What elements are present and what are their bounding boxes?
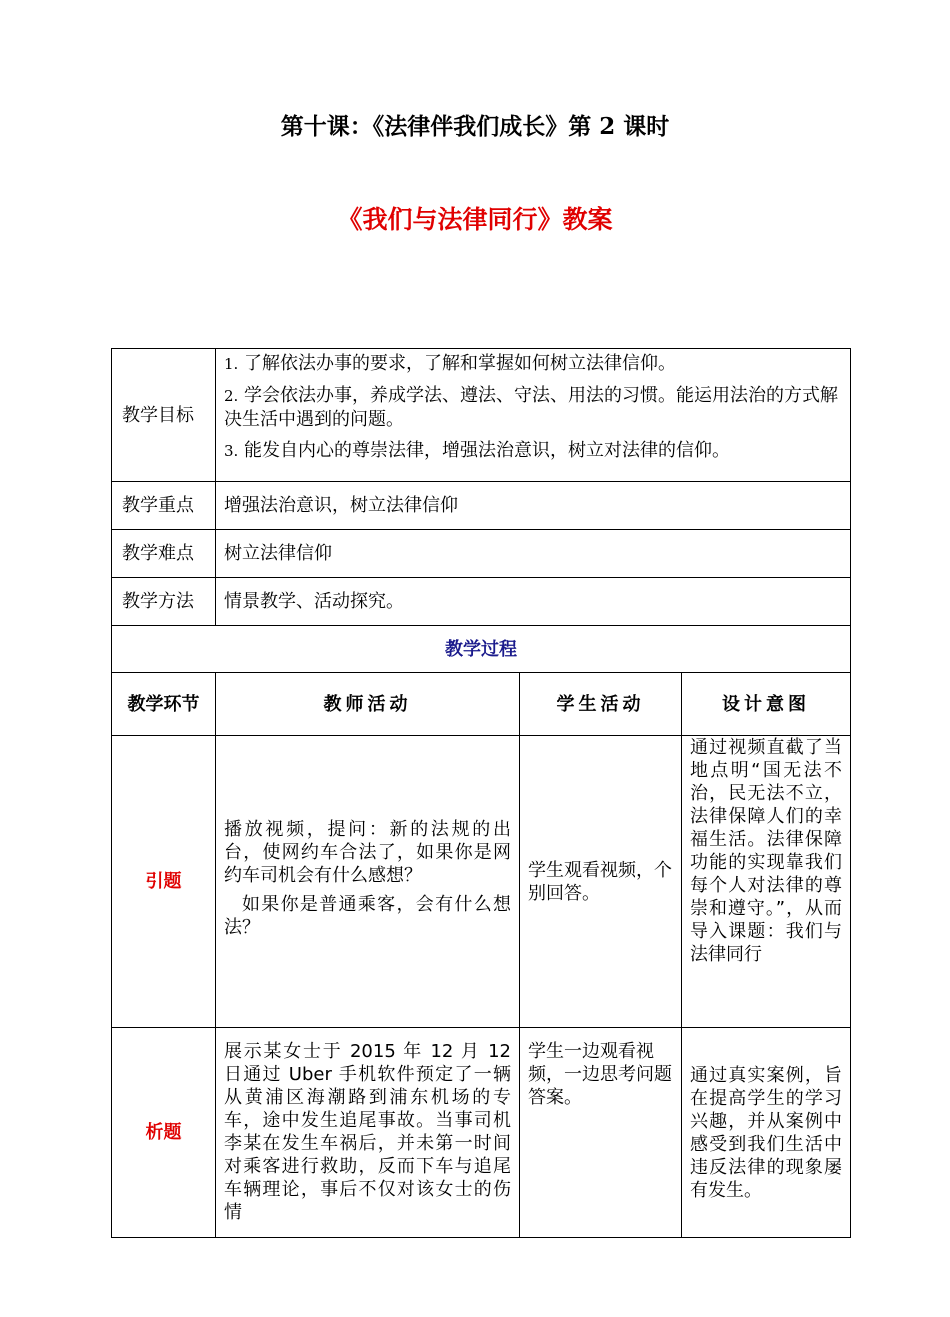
design-intent: 通过视频直截了当地点明“国无法不治，民无法不立，法律保障人们的幸福生活。法律保障功能的实现靠我们每个人对法律的尊崇和遵守。”，从而导入课题：我们与法律同行	[682, 736, 851, 1028]
teacher-paragraph: 展示某女士于 2015 年 12 月 12 日通过 Uber 手机软件预定了一辆从黄浦区海潮路到浦东机场的专车，途中发生追尾事故。当事司机李某在发生车祸后，并未第一时间对乘客进行救助，反而下车与追尾车辆理论，事后不仅对该女士的伤情	[224, 1041, 511, 1223]
difficulty-row	[112, 530, 851, 578]
objectives-row	[112, 349, 851, 482]
document-title: 第十课：《法律伴我们成长》第 2 课时	[280, 113, 670, 140]
student-activity: 学生观看视频，个别回答。	[520, 736, 682, 1028]
process-heading-row	[112, 626, 851, 673]
teacher-activity	[216, 736, 520, 1028]
teacher-activity	[216, 1028, 520, 1238]
table-row	[112, 736, 851, 1028]
design-intent: 通过真实案例，旨在提高学生的学习兴趣，并从案例中感受到我们生活中违反法律的现象屡有发生。	[682, 1028, 851, 1238]
lesson-plan-title: 《我们与法律同行》教案	[337, 205, 613, 234]
objective-item: 2. 学会依法办事，养成学法、遵法、守法、用法的习惯。能运用法治的方式解决生活中遇到的问题。	[224, 385, 839, 430]
table-row	[112, 1028, 851, 1238]
column-header-teacher: 教师活动	[216, 673, 520, 736]
objectives-label: 教学目标	[112, 349, 216, 482]
objectives-content	[216, 349, 851, 482]
teacher-paragraph: 播放视频，提问：新的法规的出台，使网约车合法了，如果你是网约车司机会有什么感想？	[224, 819, 511, 886]
key-point-label: 教学重点	[112, 482, 216, 530]
student-activity: 学生一边观看视频，一边思考问题答案。	[520, 1028, 682, 1238]
column-header-intent: 设计意图	[682, 673, 851, 736]
key-point-value: 增强法治意识，树立法律信仰	[216, 482, 851, 530]
method-value: 情景教学、活动探究。	[216, 578, 851, 626]
stage-label: 引题	[112, 736, 216, 1028]
objective-item: 1. 了解依法办事的要求，了解和掌握如何树立法律信仰。	[224, 353, 677, 374]
process-heading: 教学过程	[112, 626, 851, 673]
objective-item: 3. 能发自内心的尊崇法律，增强法治意识，树立对法律的信仰。	[224, 440, 731, 461]
process-header-row	[112, 673, 851, 736]
key-point-row	[112, 482, 851, 530]
method-row	[112, 578, 851, 626]
method-label: 教学方法	[112, 578, 216, 626]
column-header-student: 学生活动	[520, 673, 682, 736]
difficulty-value: 树立法律信仰	[216, 530, 851, 578]
stage-label: 析题	[112, 1028, 216, 1238]
lesson-plan-table	[111, 348, 851, 1238]
teacher-paragraph: 如果你是普通乘客，会有什么想法？	[224, 894, 511, 938]
column-header-stage: 教学环节	[112, 673, 216, 736]
difficulty-label: 教学难点	[112, 530, 216, 578]
